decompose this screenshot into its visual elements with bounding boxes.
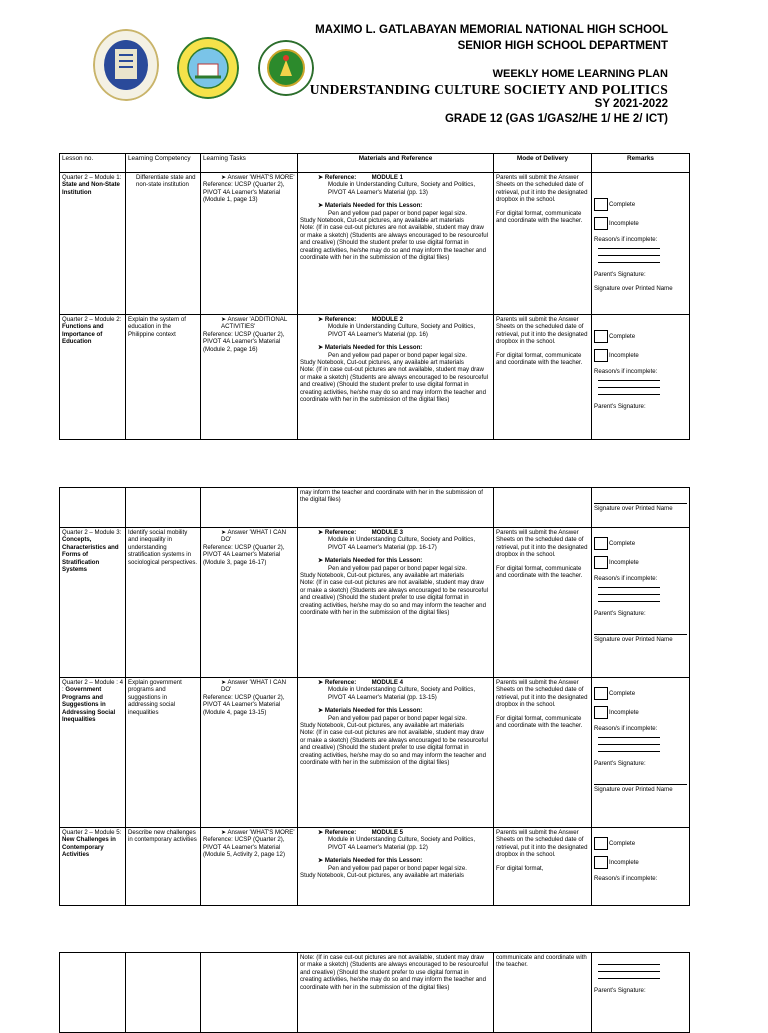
task-reference: Reference: UCSP (Quarter 2), PIVOT 4A Learner's Material — [203, 181, 285, 196]
task-ref-page: (Module 3, page 16-17) — [203, 558, 267, 566]
materials-needed: ➤ Materials Needed for this Lesson: — [318, 557, 423, 565]
task-reference: Reference: UCSP (Quarter 2), PIVOT 4A Learner's Material — [203, 836, 285, 851]
lesson-number: Quarter 2 – Module 2: — [62, 316, 122, 323]
parent-signature-label: Parent's Signature: — [594, 760, 646, 768]
materials-needed: ➤ Materials Needed for this Lesson: — [318, 202, 423, 210]
signature-printed-name: Signature over Printed Name — [594, 784, 687, 793]
lesson-number: Quarter 2 – Module 1: — [62, 174, 122, 181]
notebook-text: Study Notebook, Cut-out pictures, any available art materials — [300, 359, 464, 367]
learning-plan-table-page1 — [59, 153, 689, 440]
lesson-title: New Challenges in Contemporary Activities — [62, 836, 116, 859]
task-ref-page: (Module 5, Activity 2, page 12) — [203, 851, 285, 859]
complete-checkbox[interactable]: Complete — [594, 198, 687, 211]
complete-checkbox[interactable]: Complete — [594, 837, 687, 850]
lesson-title: Government Programs and Suggestions in Addressing Social Inequalities — [62, 686, 116, 724]
competency: Explain the system of education in the Philippine context — [126, 315, 201, 440]
materials-needed: ➤ Materials Needed for this Lesson: — [318, 857, 423, 865]
competency: Identify social mobility and inequality in understanding stratification systems in sociological perspectives. — [126, 528, 201, 678]
lesson-number: Quarter 2 – Module : 4 : — [62, 679, 123, 694]
paper-text: Pen and yellow pad paper or bond paper legal size. — [328, 864, 467, 872]
incomplete-checkbox[interactable]: Incomplete — [594, 856, 687, 869]
school-year: SY 2021-2022 — [594, 98, 668, 110]
incomplete-checkbox[interactable]: Incomplete — [594, 349, 687, 362]
note-text: Note: (If in case cut-out pictures are not available, student may draw or make a sketch) (Students are always encouraged to be resourceful and creative) (Should the student prefer to use digital format in creating activities, he/she may do so and may inform the teacher and coordinate with her in the submission of the digital files) — [300, 729, 488, 767]
task-reference: Reference: UCSP (Quarter 2), PIVOT 4A Learner's Material — [203, 693, 285, 709]
col-delivery: Mode of Delivery — [494, 154, 592, 173]
parent-signature-label: Parent's Signature: — [594, 987, 646, 994]
table-row — [60, 678, 690, 828]
reasons-label: Reason/s if incomplete: — [594, 368, 658, 375]
parent-signature-label: Parent's Signature: — [594, 271, 646, 279]
note-text: Note: (If in case cut-out pictures are not available, student may draw or make a sketch) (Students are always encouraged to be resourceful and creative) (Should the student prefer to use digital format in creating activities, he/she may do so and may inform the teacher and coordinate with her in the submission of the digital files) — [300, 366, 488, 404]
delivery-text: Parents will submit the Answer Sheets on the scheduled date of retrieval, put it into the designated dropbox in the school. — [496, 316, 588, 346]
module-text: Module in Understanding Culture, Society and Politics, PIVOT 4A Learner's Material (pp. 13) — [328, 181, 476, 196]
learning-plan-table-page3 — [59, 952, 689, 1033]
materials-needed: ➤ Materials Needed for this Lesson: — [318, 707, 423, 715]
deped-division-logo — [177, 37, 239, 99]
task-reference: Reference: UCSP (Quarter 2), PIVOT 4A Learner's Material — [203, 543, 285, 559]
col-tasks: Learning Tasks — [201, 154, 298, 173]
competency: Explain government programs and suggestions in addressing social inequalities — [126, 678, 201, 828]
grade-sections: GRADE 12 (GAS 1/GAS2/HE 1/ HE 2/ ICT) — [444, 113, 668, 125]
module-text: Module in Understanding Culture, Society and Politics, PIVOT 4A Learner's Material (pp. 13-15) — [328, 686, 476, 701]
parent-signature-label: Parent's Signature: — [594, 610, 646, 618]
complete-checkbox[interactable]: Complete — [594, 687, 687, 700]
paper-text: Pen and yellow pad paper or bond paper legal size. — [328, 209, 467, 217]
note-continued: may inform the teacher and coordinate with her in the submission of the digital files) — [298, 488, 494, 528]
reference-line: ➤ Reference: MODULE 5 — [318, 829, 404, 836]
table-header-row — [60, 154, 690, 173]
incomplete-checkbox[interactable]: Incomplete — [594, 217, 687, 230]
module-text: Module in Understanding Culture, Society and Politics, PIVOT 4A Learner's Material (pp. 16-17) — [328, 536, 476, 551]
school-seal-logo — [258, 40, 314, 96]
parent-signature-label: Parent's Signature: — [594, 403, 646, 411]
task-ref-page: (Module 1, page 13) — [203, 196, 258, 204]
lesson-number: Quarter 2 – Module 5: — [62, 829, 122, 836]
task-reference: Reference: UCSP (Quarter 2), PIVOT 4A Learner's Material — [203, 330, 285, 346]
subject-title: UNDERSTANDING CULTURE SOCIETY AND POLITICS — [309, 82, 668, 97]
reasons-label: Reason/s if incomplete: — [594, 236, 658, 243]
reference-line: ➤ Reference: MODULE 4 — [318, 679, 404, 686]
notebook-text: Study Notebook, Cut-out pictures, any available art materials — [300, 217, 464, 225]
lesson-title: Concepts, Characteristics and Forms of Stratification Systems — [62, 536, 119, 574]
task: ➤ Answer 'WHAT'S MORE' — [221, 174, 295, 181]
reasons-label: Reason/s if incomplete: — [594, 725, 658, 732]
task: ➤ Answer 'WHAT I CAN DO' — [221, 679, 286, 694]
col-materials: Materials and Reference — [298, 154, 494, 173]
digital-text: For digital format, communicate and coordinate with the teacher. — [496, 564, 583, 580]
notebook-text: Study Notebook, Cut-out pictures, any available art materials — [300, 722, 464, 730]
incomplete-checkbox[interactable]: Incomplete — [594, 556, 687, 569]
deped-seal-logo — [93, 29, 159, 101]
task: ➤ Answer 'WHAT I CAN DO' — [221, 529, 286, 544]
delivery-text: Parents will submit the Answer Sheets on the scheduled date of retrieval, put it into the designated dropbox in the school. — [496, 829, 588, 859]
delivery-text: Parents will submit the Answer Sheets on the scheduled date of retrieval, put it into the designated dropbox in the school. — [496, 529, 588, 559]
note-text: Note: (If in case cut-out pictures are not available, student may draw or make a sketch) (Students are always encouraged to be resourceful and creative) (Should the student prefer to use digital format in creating activities, he/she may do so and may inform the teacher and coordinate with her in the submission of the digital files) — [300, 224, 488, 262]
competency: Differentiate state and non-state institution — [126, 173, 201, 315]
notebook-text: Study Notebook, Cut-out pictures, any available art materials — [300, 572, 464, 580]
table-row-continued — [60, 488, 690, 528]
col-competency: Learning Competency — [126, 154, 201, 173]
module-text: Module in Understanding Culture, Society and Politics, PIVOT 4A Learner's Material (pp. 16) — [328, 323, 476, 338]
reasons-label: Reason/s if incomplete: — [594, 575, 658, 582]
paper-text: Pen and yellow pad paper or bond paper legal size. — [328, 714, 467, 722]
materials-needed: ➤ Materials Needed for this Lesson: — [318, 344, 423, 352]
digital-text: For digital format, communicate and coordinate with the teacher. — [496, 714, 583, 730]
digital-text: For digital format, communicate and coordinate with the teacher. — [496, 351, 583, 367]
complete-checkbox[interactable]: Complete — [594, 330, 687, 343]
signature-printed-name: Signature over Printed Name — [594, 284, 673, 292]
learning-plan-table-page2 — [59, 487, 689, 906]
delivery-text: Parents will submit the Answer Sheets on the scheduled date of retrieval, put it into the designated dropbox in the school. — [496, 679, 588, 709]
note-text: Note: (If in case cut-out pictures are not available, student may draw or make a sketch) (Students are always encouraged to be resourceful and creative) (Should the student prefer to use digital format in creating activities, he/she may do so and may inform the teacher and coordinate with her in the submission of the digital files) — [300, 579, 488, 617]
digital-text: For digital format, communicate and coordinate with the teacher. — [496, 209, 583, 225]
reference-line: ➤ Reference: MODULE 1 — [318, 174, 404, 181]
digital-text: communicate and coordinate with the teacher. — [494, 953, 592, 1033]
paper-text: Pen and yellow pad paper or bond paper legal size. — [328, 351, 467, 359]
signature-printed-name: Signature over Printed Name — [594, 634, 687, 643]
table-row-continued — [60, 953, 690, 1033]
module-text: Module in Understanding Culture, Society and Politics, PIVOT 4A Learner's Material (pp. 12) — [328, 836, 476, 851]
task: ➤ Answer 'ADDITIONAL ACTIVITIES' — [221, 316, 287, 331]
task: ➤ Answer 'WHAT'S MORE' — [221, 829, 295, 836]
table-row — [60, 315, 690, 440]
complete-checkbox[interactable]: Complete — [594, 537, 687, 550]
lesson-title: Functions and Importance of Education — [62, 323, 104, 346]
incomplete-checkbox[interactable]: Incomplete — [594, 706, 687, 719]
notebook-text: Study Notebook, Cut-out pictures, any available art materials — [300, 872, 464, 880]
lesson-number: Quarter 2 – Module 3: — [62, 529, 122, 536]
school-name: MAXIMO L. GATLABAYAN MEMORIAL NATIONAL HIGH SCHOOL — [315, 24, 668, 36]
task-ref-page: (Module 2, page 16) — [203, 345, 258, 353]
reference-line: ➤ Reference: MODULE 3 — [318, 529, 404, 536]
table-row — [60, 828, 690, 906]
lesson-title: State and Non-State Institution — [62, 181, 120, 196]
reference-line: ➤ Reference: MODULE 2 — [318, 316, 404, 323]
table-row — [60, 173, 690, 315]
col-lesson: Lesson no. — [60, 154, 126, 173]
signature-printed-name: Signature over Printed Name — [594, 503, 687, 512]
paper-text: Pen and yellow pad paper or bond paper legal size. — [328, 564, 467, 572]
competency: Describe new challenges in contemporary activities — [126, 828, 201, 906]
digital-text: For digital format, — [496, 864, 544, 872]
reasons-label: Reason/s if incomplete: — [594, 875, 658, 882]
plan-title: WEEKLY HOME LEARNING PLAN — [492, 68, 668, 80]
table-row — [60, 528, 690, 678]
department-name: SENIOR HIGH SCHOOL DEPARTMENT — [457, 40, 668, 52]
task-ref-page: (Module 4, page 13-15) — [203, 708, 267, 716]
col-remarks: Remarks — [592, 154, 690, 173]
delivery-text: Parents will submit the Answer Sheets on the scheduled date of retrieval, put it into the designated dropbox in the school. — [496, 174, 588, 204]
note-text: Note: (If in case cut-out pictures are not available, student may draw or make a sketch) (Students are always encouraged to be resourceful and creative) (Should the student prefer to use digital format in creating activities, he/she may do so and may inform the teacher and coordinate with her in the submission of the digital files) — [298, 953, 494, 1033]
